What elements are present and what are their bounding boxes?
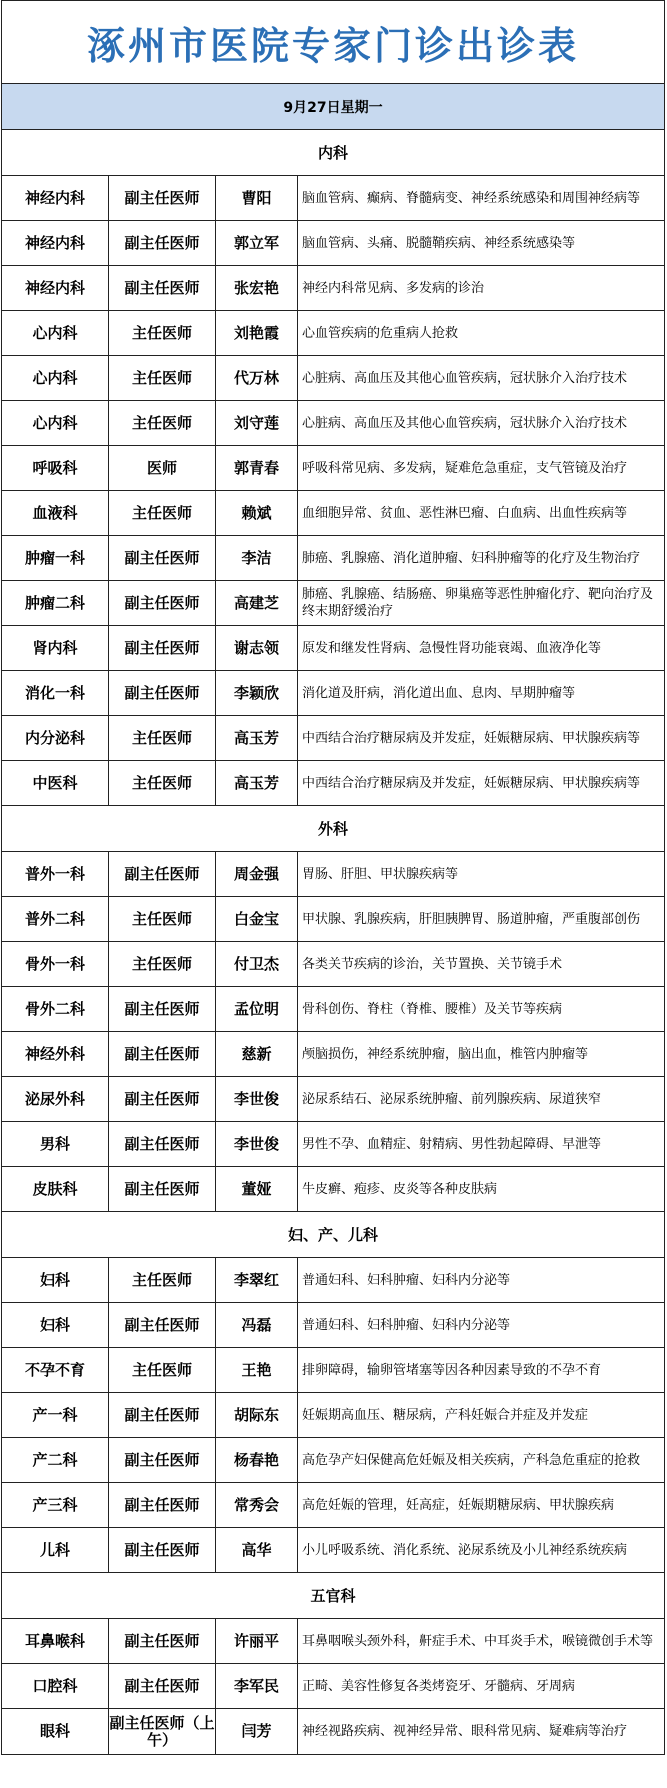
department-cell: 神经内科 (2, 176, 109, 220)
department-cell: 骨外一科 (2, 942, 109, 986)
doctor-name-cell: 冯磊 (216, 1303, 298, 1347)
department-cell: 泌尿外科 (2, 1077, 109, 1121)
schedule-sheet (1, 0, 665, 1755)
rank-cell: 医师 (109, 446, 216, 490)
department-cell: 中医科 (2, 761, 109, 805)
table-row (2, 1258, 664, 1303)
table-row (2, 536, 664, 581)
doctor-name-cell: 赖斌 (216, 491, 298, 535)
specialty-cell: 普通妇科、妇科肿瘤、妇科内分泌等 (302, 1272, 511, 1288)
specialty-cell: 排卵障碍，输卵管堵塞等因各种因素导致的不孕不育 (302, 1362, 602, 1378)
doctor-name-cell: 高建芝 (216, 581, 298, 625)
department-cell: 产三科 (2, 1483, 109, 1527)
rank-cell: 副主任医师 (109, 1528, 216, 1572)
table-row (2, 176, 664, 221)
specialty-cell: 高危孕产妇保健高危妊娠及相关疾病，产科急危重症的抢救 (302, 1452, 641, 1468)
rank-cell: 副主任医师 (109, 1032, 216, 1076)
doctor-name-cell: 李翠红 (216, 1258, 298, 1302)
doctor-name-cell: 周金强 (216, 852, 298, 896)
rank-cell: 副主任医师 (109, 1483, 216, 1527)
specialty-cell: 肺癌、乳腺癌、消化道肿瘤、妇科肿瘤等的化疗及生物治疗 (302, 550, 641, 566)
specialty-cell: 小儿呼吸系统、消化系统、泌尿系统及小儿神经系统疾病 (302, 1542, 628, 1558)
table-row (2, 221, 664, 266)
doctor-name-cell: 慈新 (216, 1032, 298, 1076)
table-row (2, 266, 664, 311)
table-row (2, 1619, 664, 1664)
rank-cell: 副主任医师 (109, 852, 216, 896)
doctor-name-cell: 李世俊 (216, 1122, 298, 1166)
section-header: 妇、产、儿科 (2, 1212, 664, 1258)
rank-cell: 副主任医师 (109, 987, 216, 1031)
table-row (2, 581, 664, 626)
department-cell: 内分泌科 (2, 716, 109, 760)
table-row (2, 716, 664, 761)
table-row (2, 1348, 664, 1393)
doctor-name-cell: 代万林 (216, 356, 298, 400)
table-row (2, 1528, 664, 1573)
rank-cell: 副主任医师（上午） (109, 1709, 216, 1754)
department-cell: 妇科 (2, 1303, 109, 1347)
table-row (2, 1664, 664, 1709)
rank-cell: 主任医师 (109, 491, 216, 535)
specialty-cell: 脑血管病、头痛、脱髓鞘疾病、神经系统感染等 (302, 235, 576, 251)
doctor-name-cell: 常秀会 (216, 1483, 298, 1527)
specialty-cell: 脑血管病、癫病、脊髓病变、神经系统感染和周围神经病等 (302, 190, 641, 206)
doctor-name-cell: 王艳 (216, 1348, 298, 1392)
department-cell: 呼吸科 (2, 446, 109, 490)
doctor-name-cell: 张宏艳 (216, 266, 298, 310)
doctor-name-cell: 闫芳 (216, 1709, 298, 1754)
specialty-cell: 泌尿系结石、泌尿系统肿瘤、前列腺疾病、尿道狭窄 (302, 1091, 602, 1107)
table-row (2, 852, 664, 897)
rank-cell: 副主任医师 (109, 1393, 216, 1437)
rank-cell: 副主任医师 (109, 671, 216, 715)
doctor-name-cell: 付卫杰 (216, 942, 298, 986)
department-cell: 心内科 (2, 356, 109, 400)
table-row (2, 942, 664, 987)
department-cell: 普外一科 (2, 852, 109, 896)
specialty-cell: 甲状腺、乳腺疾病，肝胆胰脾胃、肠道肿瘤，严重腹部创伤 (302, 911, 641, 927)
doctor-name-cell: 郭青春 (216, 446, 298, 490)
rank-cell: 主任医师 (109, 1348, 216, 1392)
department-cell: 心内科 (2, 401, 109, 445)
rank-cell: 副主任医师 (109, 221, 216, 265)
doctor-name-cell: 孟位明 (216, 987, 298, 1031)
department-cell: 神经外科 (2, 1032, 109, 1076)
department-cell: 儿科 (2, 1528, 109, 1572)
page-title: 涿州市医院专家门诊出诊表 (2, 1, 664, 84)
specialty-cell: 呼吸科常见病、多发病，疑难危急重症，支气管镜及治疗 (302, 460, 628, 476)
doctor-name-cell: 胡际东 (216, 1393, 298, 1437)
rank-cell: 主任医师 (109, 311, 216, 355)
specialty-cell: 胃肠、肝胆、甲状腺疾病等 (302, 866, 459, 882)
table-row (2, 1483, 664, 1528)
rank-cell: 副主任医师 (109, 1167, 216, 1211)
doctor-name-cell: 郭立军 (216, 221, 298, 265)
rank-cell: 主任医师 (109, 761, 216, 805)
table-row (2, 897, 664, 942)
specialty-cell: 血细胞异常、贫血、恶性淋巴瘤、白血病、出血性疾病等 (302, 505, 628, 521)
doctor-name-cell: 李军民 (216, 1664, 298, 1708)
department-cell: 肿瘤一科 (2, 536, 109, 580)
department-cell: 骨外二科 (2, 987, 109, 1031)
table-row (2, 1303, 664, 1348)
specialty-cell: 颅脑损伤，神经系统肿瘤，脑出血，椎管内肿瘤等 (302, 1046, 589, 1062)
doctor-name-cell: 许丽平 (216, 1619, 298, 1663)
rank-cell: 主任医师 (109, 1258, 216, 1302)
doctor-name-cell: 谢志领 (216, 626, 298, 670)
rank-cell: 主任医师 (109, 401, 216, 445)
section-header: 五官科 (2, 1573, 664, 1619)
table-row (2, 401, 664, 446)
table-row (2, 491, 664, 536)
specialty-cell: 心脏病、高血压及其他心血管疾病，冠状脉介入治疗技术 (302, 370, 628, 386)
doctor-name-cell: 曹阳 (216, 176, 298, 220)
specialty-cell: 消化道及肝病，消化道出血、息肉、早期肿瘤等 (302, 685, 576, 701)
specialty-cell: 各类关节疾病的诊治，关节置换、关节镜手术 (302, 956, 563, 972)
department-cell: 产一科 (2, 1393, 109, 1437)
specialty-cell: 高危妊娠的管理，妊高症，妊娠期糖尿病、甲状腺疾病 (302, 1497, 615, 1513)
rank-cell: 主任医师 (109, 356, 216, 400)
rank-cell: 副主任医师 (109, 1303, 216, 1347)
specialty-cell: 骨科创伤、脊柱（脊椎、腰椎）及关节等疾病 (302, 1001, 563, 1017)
table-row (2, 987, 664, 1032)
specialty-cell: 心血管疾病的危重病人抢救 (302, 325, 459, 341)
doctor-name-cell: 董娅 (216, 1167, 298, 1211)
department-cell: 神经内科 (2, 221, 109, 265)
specialty-cell: 中西结合治疗糖尿病及并发症，妊娠糖尿病、甲状腺疾病等 (302, 730, 641, 746)
rank-cell: 副主任医师 (109, 1438, 216, 1482)
doctor-name-cell: 刘守莲 (216, 401, 298, 445)
date-header: 9月27日星期一 (2, 84, 664, 130)
rank-cell: 副主任医师 (109, 626, 216, 670)
doctor-name-cell: 李世俊 (216, 1077, 298, 1121)
section-header: 内科 (2, 130, 664, 176)
table-row (2, 1709, 664, 1754)
specialty-cell: 正畸、美容性修复各类烤瓷牙、牙髓病、牙周病 (302, 1678, 576, 1694)
specialty-cell: 中西结合治疗糖尿病及并发症，妊娠糖尿病、甲状腺疾病等 (302, 775, 641, 791)
rank-cell: 副主任医师 (109, 176, 216, 220)
table-row (2, 1122, 664, 1167)
table-row (2, 626, 664, 671)
department-cell: 肾内科 (2, 626, 109, 670)
doctor-name-cell: 高华 (216, 1528, 298, 1572)
department-cell: 眼科 (2, 1709, 109, 1754)
rank-cell: 副主任医师 (109, 536, 216, 580)
department-cell: 消化一科 (2, 671, 109, 715)
rank-cell: 主任医师 (109, 942, 216, 986)
table-row (2, 1393, 664, 1438)
table-row (2, 761, 664, 806)
specialty-cell: 男性不孕、血精症、射精病、男性勃起障碍、早泄等 (302, 1136, 602, 1152)
doctor-name-cell: 高玉芳 (216, 761, 298, 805)
doctor-name-cell: 刘艳霞 (216, 311, 298, 355)
rank-cell: 副主任医师 (109, 581, 216, 625)
specialty-cell: 心脏病、高血压及其他心血管疾病，冠状脉介入治疗技术 (302, 415, 628, 431)
specialty-cell: 肺癌、乳腺癌、结肠癌、卵巢癌等恶性肿瘤化疗、靶向治疗及终末期舒缓治疗 (302, 587, 654, 619)
rank-cell: 主任医师 (109, 897, 216, 941)
specialty-cell: 普通妇科、妇科肿瘤、妇科内分泌等 (302, 1317, 511, 1333)
specialty-cell: 牛皮癣、疱疹、皮炎等各种皮肤病 (302, 1181, 498, 1197)
table-row (2, 1032, 664, 1077)
department-cell: 耳鼻喉科 (2, 1619, 109, 1663)
table-row (2, 311, 664, 356)
rank-cell: 副主任医师 (109, 1077, 216, 1121)
department-cell: 口腔科 (2, 1664, 109, 1708)
department-cell: 不孕不育 (2, 1348, 109, 1392)
department-cell: 普外二科 (2, 897, 109, 941)
table-row (2, 1438, 664, 1483)
department-cell: 皮肤科 (2, 1167, 109, 1211)
department-cell: 肿瘤二科 (2, 581, 109, 625)
table-row (2, 356, 664, 401)
department-cell: 产二科 (2, 1438, 109, 1482)
doctor-name-cell: 白金宝 (216, 897, 298, 941)
department-cell: 神经内科 (2, 266, 109, 310)
doctor-name-cell: 杨春艳 (216, 1438, 298, 1482)
specialty-cell: 神经视路疾病、视神经异常、眼科常见病、疑难病等治疗 (302, 1724, 628, 1739)
doctor-name-cell: 李洁 (216, 536, 298, 580)
specialty-cell: 耳鼻咽喉头颈外科，鼾症手术、中耳炎手术，喉镜微创手术等 (302, 1633, 654, 1649)
rank-cell: 主任医师 (109, 716, 216, 760)
department-cell: 妇科 (2, 1258, 109, 1302)
table-row (2, 1077, 664, 1122)
rank-cell: 副主任医师 (109, 266, 216, 310)
department-cell: 血液科 (2, 491, 109, 535)
department-cell: 男科 (2, 1122, 109, 1166)
doctor-name-cell: 高玉芳 (216, 716, 298, 760)
rank-cell: 副主任医师 (109, 1122, 216, 1166)
section-header: 外科 (2, 806, 664, 852)
rank-cell: 副主任医师 (109, 1664, 216, 1708)
doctor-name-cell: 李颖欣 (216, 671, 298, 715)
table-row (2, 1167, 664, 1212)
specialty-cell: 神经内科常见病、多发病的诊治 (302, 280, 485, 296)
rank-cell: 副主任医师 (109, 1619, 216, 1663)
table-row (2, 446, 664, 491)
table-row (2, 671, 664, 716)
specialty-cell: 妊娠期高血压、糖尿病，产科妊娠合并症及并发症 (302, 1407, 589, 1423)
schedule-table (2, 130, 664, 1754)
department-cell: 心内科 (2, 311, 109, 355)
specialty-cell: 原发和继发性肾病、急慢性肾功能衰竭、血液净化等 (302, 640, 602, 656)
